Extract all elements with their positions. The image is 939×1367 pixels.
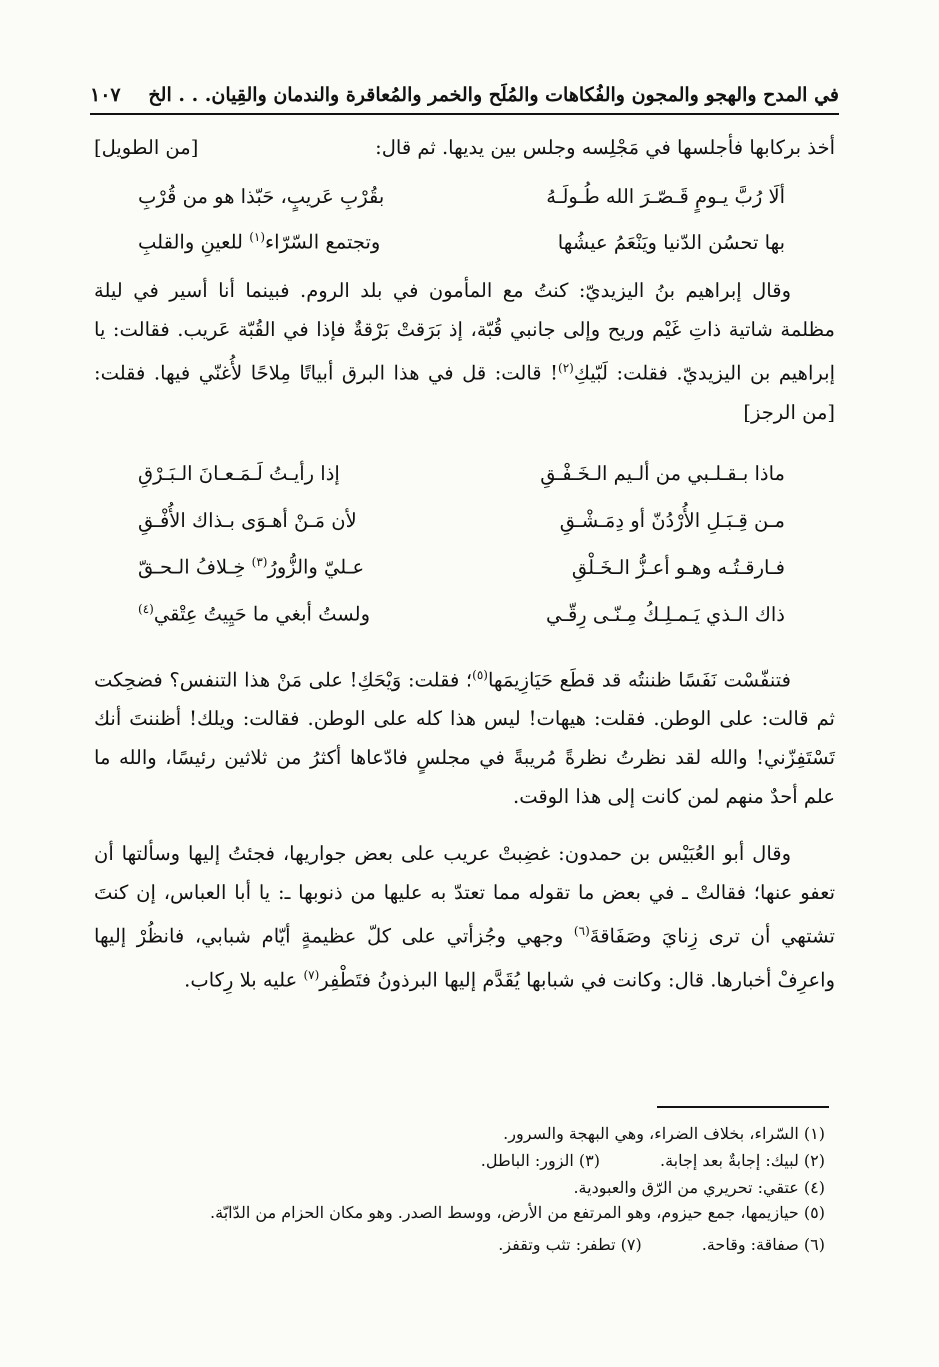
paragraph-ibrahim: [94, 271, 835, 432]
verse-first-hemistich: فـارقـتُـه وهـو أعـزُّ الـخَـلْقِ: [571, 555, 785, 579]
footnote-row-6-7: [94, 1231, 825, 1258]
verse-second-hemistich: وتجتمع السّرّاء$^{(١)}$ للعينِ والقلبِ: [138, 230, 381, 254]
paragraph-text: وقال إبراهيم بنُ اليزيديّ: كنتُ مع المأمون في بلد الروم. فبينما أنا أسير في ليلة مظلمة شاتية ذاتِ غَيْم وريح وإلى جانبي قُبّة، إذ بَرَقتْ بَرْقةٌ فإذا في القُبّة عَريب. فقالت: يا إبراهيم بن اليزيديّ. فقلت: لَبّيكِ: [94, 279, 835, 385]
footnote-ref: (٧): [303, 967, 320, 982]
footnotes: [94, 1120, 825, 1258]
paragraph-text: ! قالت: قل في هذا البرق أبياتًا مِلاحًا لأُغنّي فيها. فقلت:: [94, 361, 558, 385]
verse-second-hemistich: بقُرْبِ عَريبٍ، حَبّذا هو من قُرْبِ: [138, 184, 385, 208]
footnote-ref: (٦): [573, 924, 590, 938]
paragraph-abu-al-ubays: [94, 834, 835, 999]
meter-label: [من الرجز]: [743, 400, 835, 424]
header-rule: [90, 113, 839, 115]
footnote-4: (٤) عتقي: تحريري من الرّق والعبودية.: [573, 1178, 825, 1197]
verse-first-hemistich: مـن قِـبَـلِ الأُرْدُنّ أو دِمَـشْـقِ: [559, 508, 785, 532]
verse-first-hemistich: ماذا بـقـلـبي من ألـيم الـخَـفْـقِ: [540, 461, 785, 485]
paragraph-intro: [94, 128, 835, 167]
paragraph-text: وقال أبو العُبَيْس بن حمدون: غضِبتْ عريب على بعض جواريها، فجئتُ إليها وسألتها أن تعفو عنها؛ فقالتْ ـ في بعض ما تقوله مما تعتدّ به عليها من ذنوبها ـ: يا أبا العباس، إن كنتَ تشتهي أن ترى زِنايَ وصَفَاقةَ: [94, 842, 835, 948]
verse-line: [94, 219, 835, 265]
verse-second-hemistich: لأن مَـنْ أهـوَى بـذاك الأُفْـقِ: [138, 508, 357, 532]
poem-rajaz: [94, 450, 835, 638]
footnote-5: (٥) حيازيمها، جمع حيزوم، وهو المرتفع من الأرض، ووسط الصدر. وهو مكان الحزام من الدّابّة.: [210, 1203, 825, 1222]
footnote-rule: [657, 1106, 829, 1108]
footnote-row-2-3: [94, 1147, 825, 1174]
poem-tawil: [94, 173, 835, 265]
running-title: في المدح والهجو والمجون والفُكاهات والمُلَح والخمر والمُعاقرة والندمان والقِيان. . . الخ: [148, 84, 839, 106]
paragraph-text: ؛ فقلت: وَيْحَكِ! على مَنْ هذا التنفس؟ فضحِكت ثم قالت: على الوطن. فقلت: هيهات! ليس هذا كله على الوطن. فقالت: ويلك! أظننتَ أنك تَسْتَفِزّني! والله لقد نظرتُ نظرةً مُريبةً في مجلسٍ فادّعاها أكثرُ من ثلاثين رئيسًا، والله ما علم أحدٌ منهم لمن كانت إلى هذا الوقت.: [94, 668, 835, 808]
verse-first-hemistich: ألَا رُبَّ يـومٍ قَـصّـرَ الله طُـولَـهُ: [546, 184, 785, 208]
page-number: ١٠٧: [90, 84, 121, 106]
main-text: [94, 128, 835, 999]
footnote-ref: (٤): [138, 602, 154, 617]
verse-line: [94, 591, 835, 638]
footnote-ref: (٥): [472, 667, 488, 682]
footnote-7: (٧) تطفر: تثب وتقفز.: [498, 1235, 642, 1254]
footnote-ref: (١): [249, 230, 266, 245]
verse-line: [94, 173, 835, 219]
footnote-6: (٦) صفاقة: وقاحة.: [701, 1235, 825, 1254]
paragraph-text: وجهي وجُزأتي على كلّ عظيمةٍ أيّام شبابي، فانظُرْ إليها واعرِفْ أخبارها. قال: وكانت في شبابها يُقَدَّم إليها البرذونُ فتَطْفِر: [94, 924, 835, 991]
verse-second-hemistich: عـليّ والزُّورُ$^{(٣)}$ خِـلافُ الـحـقّ: [138, 555, 365, 579]
paragraph-text: عليه بلا رِكاب.: [184, 968, 304, 991]
verse-line: [94, 497, 835, 544]
verse-line: [94, 544, 835, 591]
meter-label: [من الطويل]: [94, 136, 199, 159]
verse-second-hemistich: ولستُ أبغي ما حَيِيتُ عِتْقي$^{(٤)}$: [138, 602, 371, 626]
footnote-ref: (٢): [558, 361, 574, 375]
verse-first-hemistich: ذاك الـذي يَـمـلِـكُ مِـنّـى رِقّـي: [546, 602, 785, 626]
verse-first-hemistich: بها تحسُن الدّنيا ويَنْعَمُ عيشُها: [557, 230, 785, 254]
verse-line: [94, 450, 835, 497]
footnote-2: (٢) لبيك: إجابةٌ بعد إجابة.: [660, 1151, 825, 1170]
paragraph-sigh: [94, 656, 835, 817]
verse-second-hemistich: إذا رأيـتُ لَـمَـعـانَ الـبَـرْقِ: [138, 461, 340, 485]
footnote-1: (١) السّراء، بخلاف الضراء، وهي البهجة والسرور.: [503, 1124, 825, 1143]
footnote-3: (٣) الزور: الباطل.: [480, 1151, 601, 1170]
running-header: [90, 72, 839, 106]
paragraph-text: فتنفّسْت نَفَسًا ظننتُه قد قطَع حَيَازِيمَها: [487, 668, 791, 691]
footnote-ref: (٣): [251, 555, 268, 570]
paragraph-text: أخذ بركابها فأجلسها في مَجْلِسه وجلس بين يديها. ثم قال:: [375, 136, 835, 159]
